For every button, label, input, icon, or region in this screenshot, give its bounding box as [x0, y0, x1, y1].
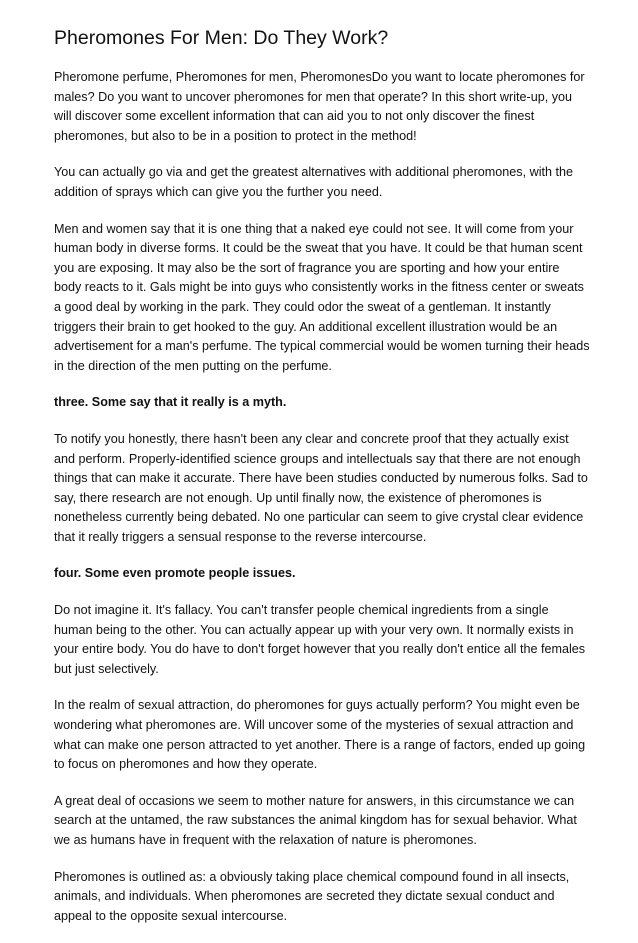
page-title: Pheromones For Men: Do They Work? [54, 27, 389, 49]
section-heading-promote: four. Some even promote people issues. [54, 566, 296, 581]
document-page [54, 26, 590, 943]
paragraph-attraction: In the realm of sexual attraction, do pheromones for guys actually perform? You might even be wondering what pheromones are. Will uncover some of the mysteries of sexual attraction and what can make one person attracted to yet another. There is a range of factors, ended up going to focus on pheromones and how they operate. [54, 698, 586, 772]
paragraph-mother-nature: A great deal of occasions we seem to mother nature for answers, in this circumstance we can search at the untamed, the raw substances the animal kingdom has for sexual behavior. What we as humans have in frequent with the relaxation of nature is pheromones. [54, 793, 577, 847]
paragraph-naked-eye: Men and women say that it is one thing that a naked eye could not see. It will come from your human body in diverse forms. It could be the sweat that you have. It could be that human scent you are exposing. It may also be the sort of fragrance you are sporting and how your entire body reacts to it. Gals might be into guys who consistently works in the fitness center or sweats a good deal by working in the park. They could odor the sweat of a gentleman. It instantly triggers their brain to get hooked to the guy. An additional excellent illustration would be an advertisement for a man's perfume. The typical commercial would be women turning their heads in the direction of the men putting on the perfume. [54, 221, 590, 373]
paragraph-proof: To notify you honestly, there hasn't been any clear and concrete proof that they actually exist and perform. Properly-identified science groups and intellectuals say that there are not enough things that can make it accurate. There have been studies conducted by numerous folks. Sad to say, there research are not enough. Up until finally now, the existence of pheromones is nonetheless currently being debated. No one particular can seem to give crystal clear evidence that it really triggers a sensual response to the reverse intercourse. [54, 431, 588, 544]
paragraph-intro: Pheromone perfume, Pheromones for men, PheromonesDo you want to locate pheromones for males? Do you want to uncover pheromones for men that operate? In this short write-up, you will discover some excellent information that can aid you to not only discover the finest pheromones, but also to be in a position to protect in the method! [54, 70, 585, 143]
paragraph-alternatives: You can actually go via and get the greatest alternatives with additional pheromones, with the addition of sprays which can give you the further you need. [54, 165, 574, 199]
section-heading-myth: three. Some say that it really is a myth. [54, 395, 287, 410]
paragraph-fallacy: Do not imagine it. It's fallacy. You can't transfer people chemical ingredients from a single human being to the other. You can actually appear up with your very own. It normally exists in your entire body. You do have to don't forget however that you really don't entice all the females but just selectively. [54, 603, 586, 676]
paragraph-definition: Pheromones is outlined as: a obviously taking place chemical compound found in all insects, animals, and individuals. When pheromones are secreted they dictate sexual conduct and appeal to the opposite sexual intercourse. [54, 869, 570, 923]
